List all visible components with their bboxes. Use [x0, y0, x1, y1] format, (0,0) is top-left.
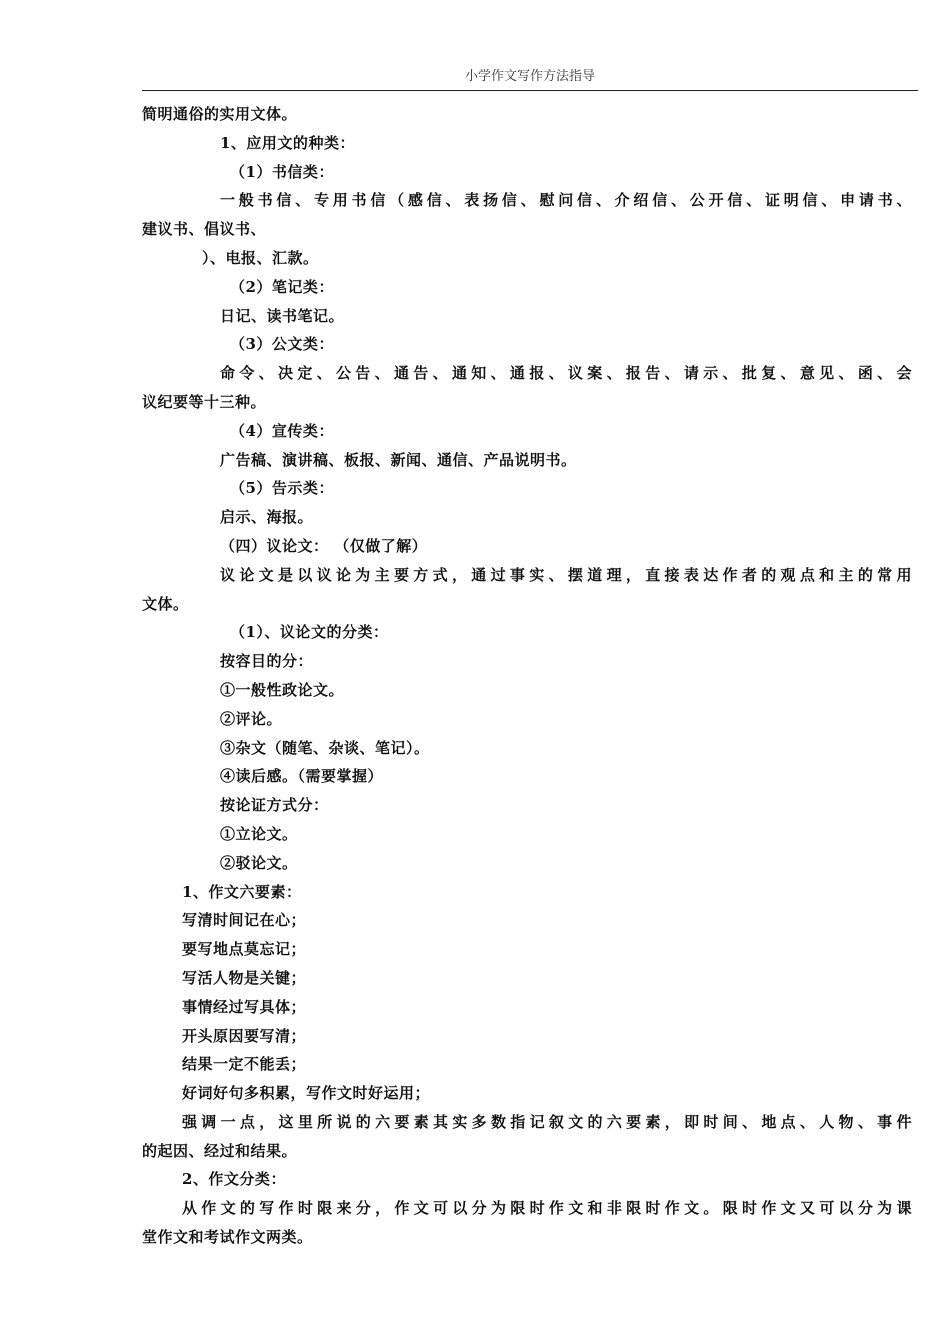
text-line: 简明通俗的实用文体。	[142, 105, 298, 123]
text-line: 按容目的分：	[220, 652, 314, 671]
text-line: 写清时间记在心；	[182, 911, 307, 930]
text-line: 1、作文六要素：	[182, 882, 302, 901]
text-line: 按论证方式分：	[220, 796, 329, 815]
header-title: 小学作文写作方法指导	[464, 69, 595, 84]
text-line: 议论文是以议论为主要方式，通过事实、摆道理，直接表达作者的观点和主的常用	[220, 565, 912, 584]
text-line: 启示、海报。	[220, 508, 314, 527]
text-line: ①立论文。	[220, 824, 298, 843]
text-line: （1）书信类：	[230, 162, 334, 181]
text-line: ①一般性政论文。	[220, 680, 345, 699]
text-line: ②评论。	[220, 709, 283, 728]
text-line: ③杂文（随笔、杂谈、笔记）。	[220, 738, 430, 757]
text-line: （5）告示类：	[230, 479, 334, 498]
text-line: 日记、读书笔记。	[220, 306, 345, 325]
text-line: （3）公文类：	[230, 335, 334, 354]
text-line: 建议书、倡议书、	[142, 220, 267, 239]
text-line: 事情经过写具体；	[182, 997, 307, 1016]
text-line: 写活人物是关键；	[182, 968, 307, 987]
page-header	[142, 68, 918, 91]
text-line: 的起因、经过和结果。	[142, 1141, 298, 1160]
text-line: 议纪要等十三种。	[142, 392, 267, 411]
text-line: 强调一点，这里所说的六要素其实多数指记叙文的六要素，即时间、地点、人物、事件	[182, 1112, 912, 1131]
text-line: 文体。	[142, 594, 189, 613]
text-line: ④读后感。（需要掌握）	[220, 767, 384, 786]
text-line: （4）宣传类：	[230, 421, 334, 440]
text-line: 结果一定不能丢；	[182, 1055, 307, 1074]
text-line: 一般书信、专用书信（感信、表扬信、慰问信、介绍信、公开信、证明信、申请书、	[220, 191, 912, 210]
text-line: 开头原因要写清；	[182, 1026, 307, 1045]
text-line: 2、作文分类：	[182, 1170, 286, 1189]
text-line: 好词好句多积累，写作文时好运用；	[182, 1084, 431, 1103]
text-line: 广告稿、演讲稿、板报、新闻、通信、产品说明书。	[220, 450, 577, 469]
text-line: 要写地点莫忘记；	[182, 940, 307, 959]
text-line: ②驳论文。	[220, 853, 298, 872]
text-line: 命令、决定、公告、通告、通知、通报、议案、报告、请示、批复、意见、函、会	[220, 364, 912, 383]
text-line: 堂作文和考试作文两类。	[142, 1228, 313, 1247]
document-body	[142, 100, 912, 1252]
text-line: （1）、议论文的分类：	[230, 623, 389, 642]
text-line: 1、应用文的种类：	[220, 133, 355, 152]
text-line: 从作文的写作时限来分，作文可以分为限时作文和非限时作文。限时作文又可以分为课	[182, 1199, 912, 1218]
text-line: （四）议论文： （仅做了解）	[220, 536, 428, 555]
text-line: （2）笔记类：	[230, 277, 334, 296]
text-line: ）、电报、汇款。	[202, 248, 319, 267]
